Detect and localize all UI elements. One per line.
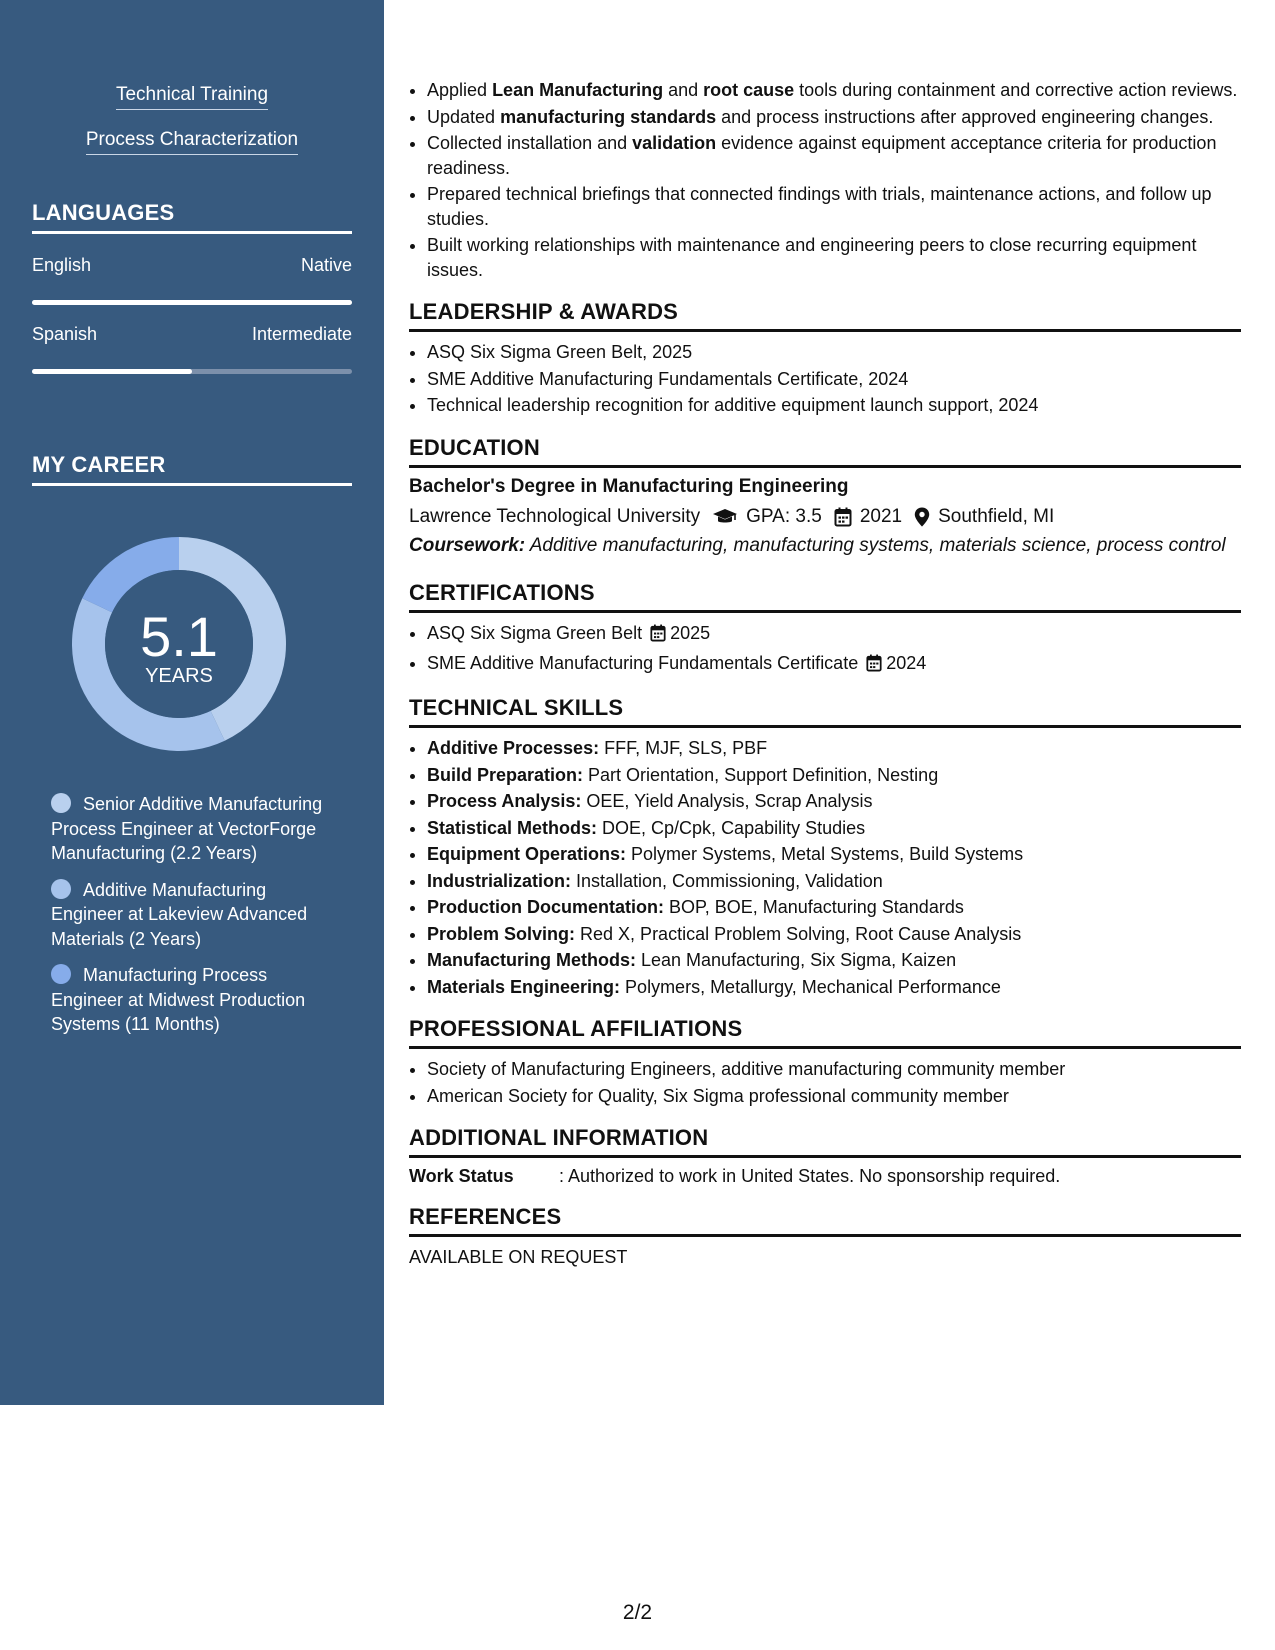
- skill-label: Manufacturing Methods:: [427, 950, 636, 970]
- sidebar: [0, 0, 384, 1405]
- skill-value: Installation, Commissioning, Validation: [571, 870, 883, 891]
- work-status-label: Work Status: [409, 1166, 514, 1186]
- career-heading: MY CAREER: [32, 452, 352, 486]
- bold-keyword: validation: [632, 133, 717, 153]
- gpa: GPA: 3.5: [746, 505, 822, 527]
- additional-info-heading: ADDITIONAL INFORMATION: [409, 1125, 1241, 1158]
- career-item: [51, 792, 341, 866]
- career-dot-icon: [51, 879, 71, 899]
- calendar-icon: [834, 507, 852, 527]
- language-row-english: [32, 255, 352, 276]
- leadership-list: [409, 340, 1241, 418]
- skill-item: [427, 922, 1241, 947]
- bullet-text: Built working relationships with maintenance and engineering peers to close recurring equipment issues.: [427, 235, 1197, 280]
- experience-bullet: [427, 233, 1241, 282]
- skill-label: Industrialization:: [427, 870, 571, 891]
- language-bar-english: [32, 300, 352, 305]
- skill-value: FFF, MJF, SLS, PBF: [599, 738, 768, 758]
- education-details: [409, 506, 1241, 528]
- language-name: Spanish: [32, 324, 98, 344]
- skills-list: [409, 736, 1241, 999]
- calendar-icon: [866, 654, 882, 679]
- skills-heading: TECHNICAL SKILLS: [409, 695, 1241, 728]
- certification-name: SME Additive Manufacturing Fundamentals Certificate: [427, 652, 859, 673]
- leadership-item: • Technical leadership recognition for additive equipment launch support, 2024: [427, 393, 1241, 418]
- skill-value: BOP, BOE, Manufacturing Standards: [664, 897, 964, 917]
- map-pin-icon: [914, 507, 930, 527]
- coursework: [409, 534, 1241, 559]
- career-total-value: 5.1: [140, 605, 218, 668]
- skill-label: Equipment Operations:: [427, 844, 627, 864]
- career-donut-chart: [66, 531, 292, 757]
- experience-bullet: [427, 78, 1241, 103]
- graduation-year: 2021: [859, 505, 903, 527]
- experience-bullet-list: [409, 78, 1241, 282]
- skill-label: Statistical Methods:: [427, 817, 598, 838]
- languages-heading: LANGUAGES: [32, 200, 352, 234]
- school-location: Southfield, MI: [938, 505, 1055, 527]
- bold-keyword: root cause: [703, 80, 795, 100]
- language-row-spanish: [32, 324, 352, 345]
- skill-links: [0, 84, 384, 174]
- skill-link-process-characterization[interactable]: Process Characterization: [86, 129, 298, 155]
- skill-item: [427, 975, 1241, 1000]
- references-text: AVAILABLE ON REQUEST: [409, 1247, 628, 1267]
- skill-item: [427, 948, 1241, 973]
- skill-label: Problem Solving:: [427, 923, 576, 944]
- skill-value: Polymers, Metallurgy, Mechanical Performance: [620, 976, 1001, 997]
- skill-item: [427, 736, 1241, 761]
- certification-year: 2025: [670, 623, 711, 643]
- career-dot-icon: [51, 964, 71, 984]
- skill-item: [427, 895, 1241, 920]
- bullet-text: tools during containment and corrective action reviews.: [794, 80, 1238, 100]
- skill-link-technical-training[interactable]: Technical Training: [116, 84, 268, 110]
- experience-bullet: [427, 131, 1241, 180]
- affiliation-item: • Society of Manufacturing Engineers, additive manufacturing community member: [427, 1057, 1241, 1082]
- career-list: [51, 792, 341, 1049]
- experience-bullet: [427, 105, 1241, 130]
- certifications-heading: CERTIFICATIONS: [409, 580, 1241, 613]
- skill-item: [427, 816, 1241, 841]
- work-status-value: : Authorized to work in United States. No sponsorship required.: [559, 1166, 1061, 1186]
- bullet-text: and process instructions after approved engineering changes.: [716, 106, 1214, 127]
- page-number: 2/2: [622, 1601, 653, 1624]
- certification-name: ASQ Six Sigma Green Belt: [427, 623, 643, 643]
- bullet-text: Collected installation and: [427, 133, 633, 153]
- career-item-text: Additive Manufacturing Engineer at Lakeview Advanced Materials (2 Years): [51, 879, 308, 949]
- coursework-label: Coursework:: [409, 534, 526, 556]
- certification-item: [427, 651, 1241, 679]
- language-bar-spanish: [32, 369, 352, 374]
- skill-value: Red X, Practical Problem Solving, Root Cause Analysis: [575, 923, 1022, 944]
- skill-label: Process Analysis:: [427, 791, 582, 811]
- skill-label: Build Preparation:: [427, 764, 584, 785]
- skill-value: Lean Manufacturing, Six Sigma, Kaizen: [636, 950, 957, 970]
- experience-bullet: [427, 182, 1241, 231]
- bold-keyword: Lean Manufacturing: [492, 80, 664, 100]
- skill-label: Materials Engineering:: [427, 976, 621, 997]
- career-item: [51, 963, 341, 1037]
- bullet-text: Applied: [427, 80, 493, 100]
- language-bar-fill: [32, 369, 192, 374]
- school-name: Lawrence Technological University: [409, 505, 701, 527]
- skill-label: Additive Processes:: [427, 738, 600, 758]
- skill-value: OEE, Yield Analysis, Scrap Analysis: [581, 791, 873, 811]
- certification-year: 2024: [886, 652, 927, 673]
- language-name: English: [32, 255, 92, 275]
- degree-title: Bachelor's Degree in Manufacturing Engineering: [409, 475, 849, 497]
- affiliations-heading: PROFESSIONAL AFFILIATIONS: [409, 1016, 1241, 1049]
- skill-value: Part Orientation, Support Definition, Nesting: [583, 764, 939, 785]
- leadership-heading: LEADERSHIP & AWARDS: [409, 299, 1241, 332]
- skill-value: DOE, Cp/Cpk, Capability Studies: [597, 817, 866, 838]
- references-heading: REFERENCES: [409, 1204, 1241, 1237]
- skill-item: [427, 869, 1241, 894]
- education-heading: EDUCATION: [409, 435, 1241, 468]
- bold-keyword: manufacturing standards: [500, 106, 717, 127]
- certification-item: [427, 621, 1241, 649]
- leadership-item: • ASQ Six Sigma Green Belt, 2025: [427, 340, 1241, 365]
- language-level: Intermediate: [251, 324, 352, 344]
- language-level: Native: [300, 255, 352, 275]
- affiliation-item: • American Society for Quality, Six Sigma professional community member: [427, 1084, 1241, 1109]
- leadership-item: • SME Additive Manufacturing Fundamentals Certificate, 2024: [427, 367, 1241, 392]
- certifications-list: [409, 621, 1241, 678]
- bullet-text: Updated: [427, 106, 501, 127]
- bullet-text: and: [663, 80, 704, 100]
- bullet-text: evidence against equipment acceptance criteria for production readiness.: [427, 133, 1217, 178]
- calendar-icon: [650, 624, 666, 649]
- career-dot-icon: [51, 793, 71, 813]
- coursework-text: Additive manufacturing, manufacturing systems, materials science, process control: [525, 534, 1226, 556]
- language-bar-fill: [32, 300, 352, 305]
- skill-item: [427, 789, 1241, 814]
- skill-item: [427, 763, 1241, 788]
- graduation-cap-icon: [712, 508, 738, 526]
- main-content: [409, 78, 1241, 1268]
- skill-value: Polymer Systems, Metal Systems, Build Systems: [626, 844, 1024, 864]
- skill-item: [427, 842, 1241, 867]
- skill-label: Production Documentation:: [427, 897, 664, 917]
- bullet-text: Prepared technical briefings that connected findings with trials, maintenance actions, and follow up studies.: [427, 184, 1212, 229]
- career-item-text: Senior Additive Manufacturing Process Engineer at VectorForge Manufacturing (2.2 Years): [51, 794, 323, 863]
- affiliations-list: [409, 1057, 1241, 1108]
- career-item-text: Manufacturing Process Engineer at Midwest Production Systems (11 Months): [51, 965, 306, 1034]
- career-total-unit: YEARS: [145, 665, 213, 687]
- work-status-row: [409, 1166, 1241, 1187]
- career-item: [51, 878, 341, 952]
